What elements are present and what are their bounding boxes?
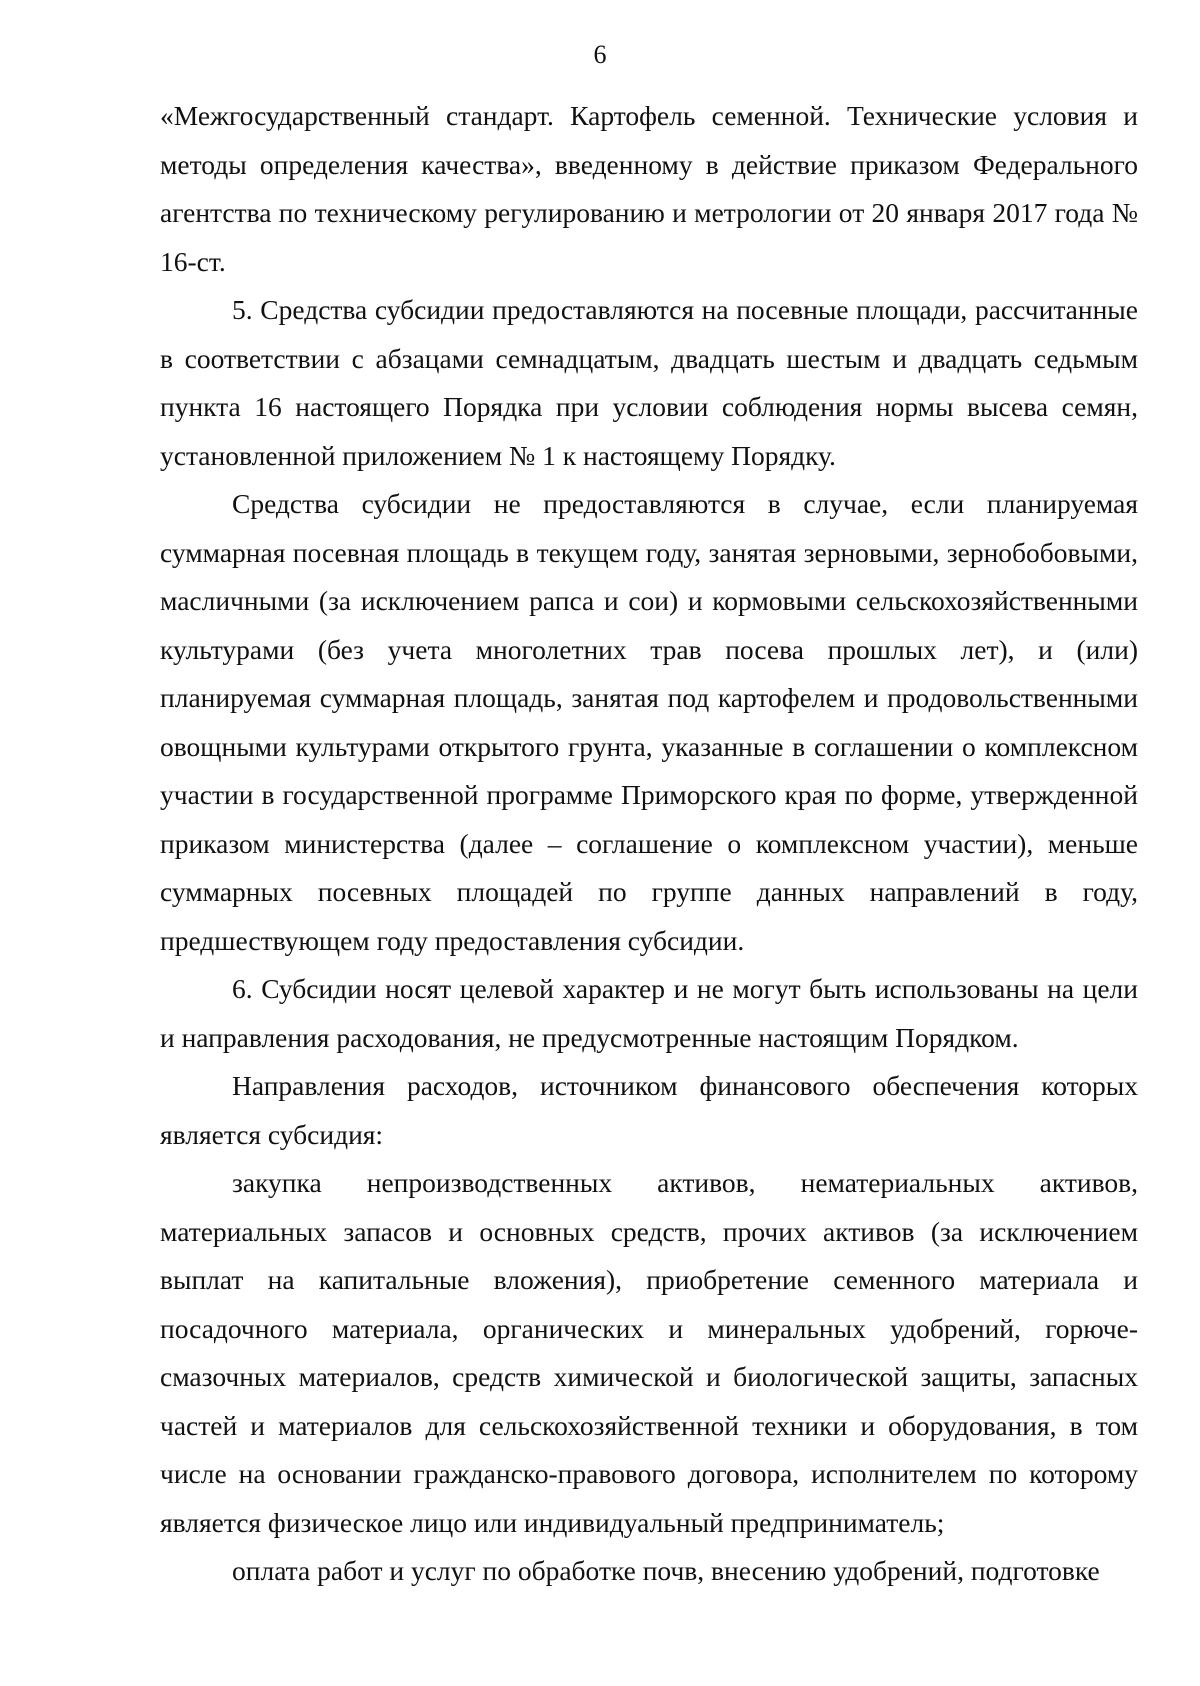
page-number: 6 xyxy=(593,40,607,69)
paragraph-expense-directions: Направления расходов, источником финансового обеспечения которых является субсидия: xyxy=(160,1070,1138,1150)
paragraph-standard-reference: «Межгосударственный стандарт. Картофель семенной. Технические условия и методы определения качества», введенному в действие приказом Федерального агентства по техническому регулированию и метрологии от 20 января 2017 года № 16-ст. xyxy=(160,100,1138,277)
paragraph-item-5: 5. Средства субсидии предоставляются на посевные площади, рассчитанные в соответствии с абзацами семнадцатым, двадцать шестым и двадцать седьмым пункта 16 настоящего Порядка при условии соблюдения нормы высева семян, установленной приложением № 1 к настоящему Порядку. xyxy=(160,294,1138,471)
paragraph-purchases: закупка непроизводственных активов, нематериальных активов, материальных запасов и основных средств, прочих активов (за исключением выплат на капитальные вложения), приобретение семенного материала и посадочного материала, органических и минеральных удобрений, горюче-смазочных материалов, средств химической и биологической защиты, запасных частей и материалов для сельскохозяйственной техники и оборудования, в том числе на основании гражданско-правового договора, исполнителем по которому является физическое лицо или индивидуальный предприниматель; xyxy=(160,1167,1138,1538)
paragraph-item-6: 6. Субсидии носят целевой характер и не могут быть использованы на цели и направления расходования, не предусмотренные настоящим Порядком. xyxy=(160,973,1138,1053)
paragraph-subsidy-conditions: Средства субсидии не предоставляются в случае, если планируемая суммарная посевная площадь в текущем году, занятая зерновыми, зернобобовыми, масличными (за исключением рапса и сои) и кормовыми сельскохозяйственными культурами (без учета многолетних трав посева прошлых лет), и (или) планируемая суммарная площадь, занятая под картофелем и продовольственными овощными культурами открытого грунта, указанные в соглашении о комплексном участии в государственной программе Приморского края по форме, утвержденной приказом министерства (далее – соглашение о комплексном участии), меньше суммарных посевных площадей по группе данных направлений в году, предшествующем году предоставления субсидии. xyxy=(160,488,1138,956)
paragraph-payment-services: оплата работ и услуг по обработке почв, внесению удобрений, подготовке xyxy=(232,1555,1100,1586)
document-body xyxy=(160,92,1138,1596)
